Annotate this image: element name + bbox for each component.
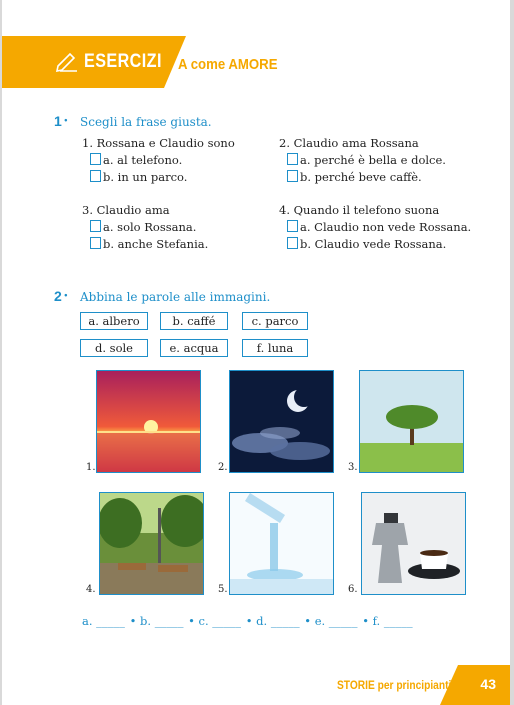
option-3b[interactable]: b. anche Stefania. [82,237,208,254]
exercise1-title: Scegli la frase giusta. [80,115,212,129]
answer-e[interactable]: • e. _____ [304,614,358,628]
exercise1-number: 1 • [54,113,68,129]
exercise2-title: Abbina le parole alle immagini. [80,290,271,304]
pencil-icon [56,52,78,72]
answer-a[interactable]: a. _____ [82,614,125,628]
option-2b[interactable]: b. perché beve caffè. [279,170,446,187]
header-subtitle: A come AMORE [178,56,278,73]
image-number-3: 3. [348,462,358,473]
checkbox[interactable] [287,237,298,249]
question-prompt: 4. Quando il telefono suona [279,203,440,217]
question-3 [82,203,208,254]
checkbox[interactable] [90,220,101,232]
checkbox[interactable] [287,220,298,232]
question-prompt: 1. Rossana e Claudio sono [82,136,235,150]
option-1a[interactable]: a. al telefono. [82,153,235,170]
exercise2-number: 2 • [54,288,68,304]
word-box-f[interactable]: f. luna [242,339,308,357]
option-4a[interactable]: a. Claudio non vede Rossana. [279,220,471,237]
image-number-1: 1. [86,462,96,473]
answer-b[interactable]: • b. _____ [129,614,184,628]
option-1b[interactable]: b. in un parco. [82,170,235,187]
coffee-image [361,492,466,595]
checkbox[interactable] [90,153,101,165]
question-2 [279,136,446,187]
answer-c[interactable]: • c. _____ [188,614,242,628]
word-box-d[interactable]: d. sole [80,339,148,357]
word-box-e[interactable]: e. acqua [160,339,228,357]
image-number-5: 5. [218,584,228,595]
image-number-6: 6. [348,584,358,595]
answer-d[interactable]: • d. _____ [245,614,300,628]
option-2a[interactable]: a. perché è bella e dolce. [279,153,446,170]
question-prompt: 2. Claudio ama Rossana [279,136,419,150]
checkbox[interactable] [287,170,298,182]
answer-line [82,614,414,628]
image-number-4: 4. [86,584,96,595]
checkbox[interactable] [287,153,298,165]
word-box-c[interactable]: c. parco [242,312,308,330]
question-4 [279,203,471,254]
header-title: ESERCIZI [84,51,162,72]
image-number-2: 2. [218,462,228,473]
workbook-page [2,0,510,705]
tree-image [359,370,464,473]
water-image [229,492,334,595]
footer-label: STORIE per principianti [337,678,452,692]
answer-f[interactable]: • f. _____ [362,614,413,628]
question-prompt: 3. Claudio ama [82,203,170,217]
checkbox[interactable] [90,237,101,249]
park-image [99,492,204,595]
option-4b[interactable]: b. Claudio vede Rossana. [279,237,471,254]
word-box-a[interactable]: a. albero [80,312,148,330]
word-box-b[interactable]: b. caffé [160,312,228,330]
question-1 [82,136,235,187]
page-number: 43 [480,676,496,692]
checkbox[interactable] [90,170,101,182]
moon-image [229,370,334,473]
option-3a[interactable]: a. solo Rossana. [82,220,208,237]
sunset-image [96,370,201,473]
